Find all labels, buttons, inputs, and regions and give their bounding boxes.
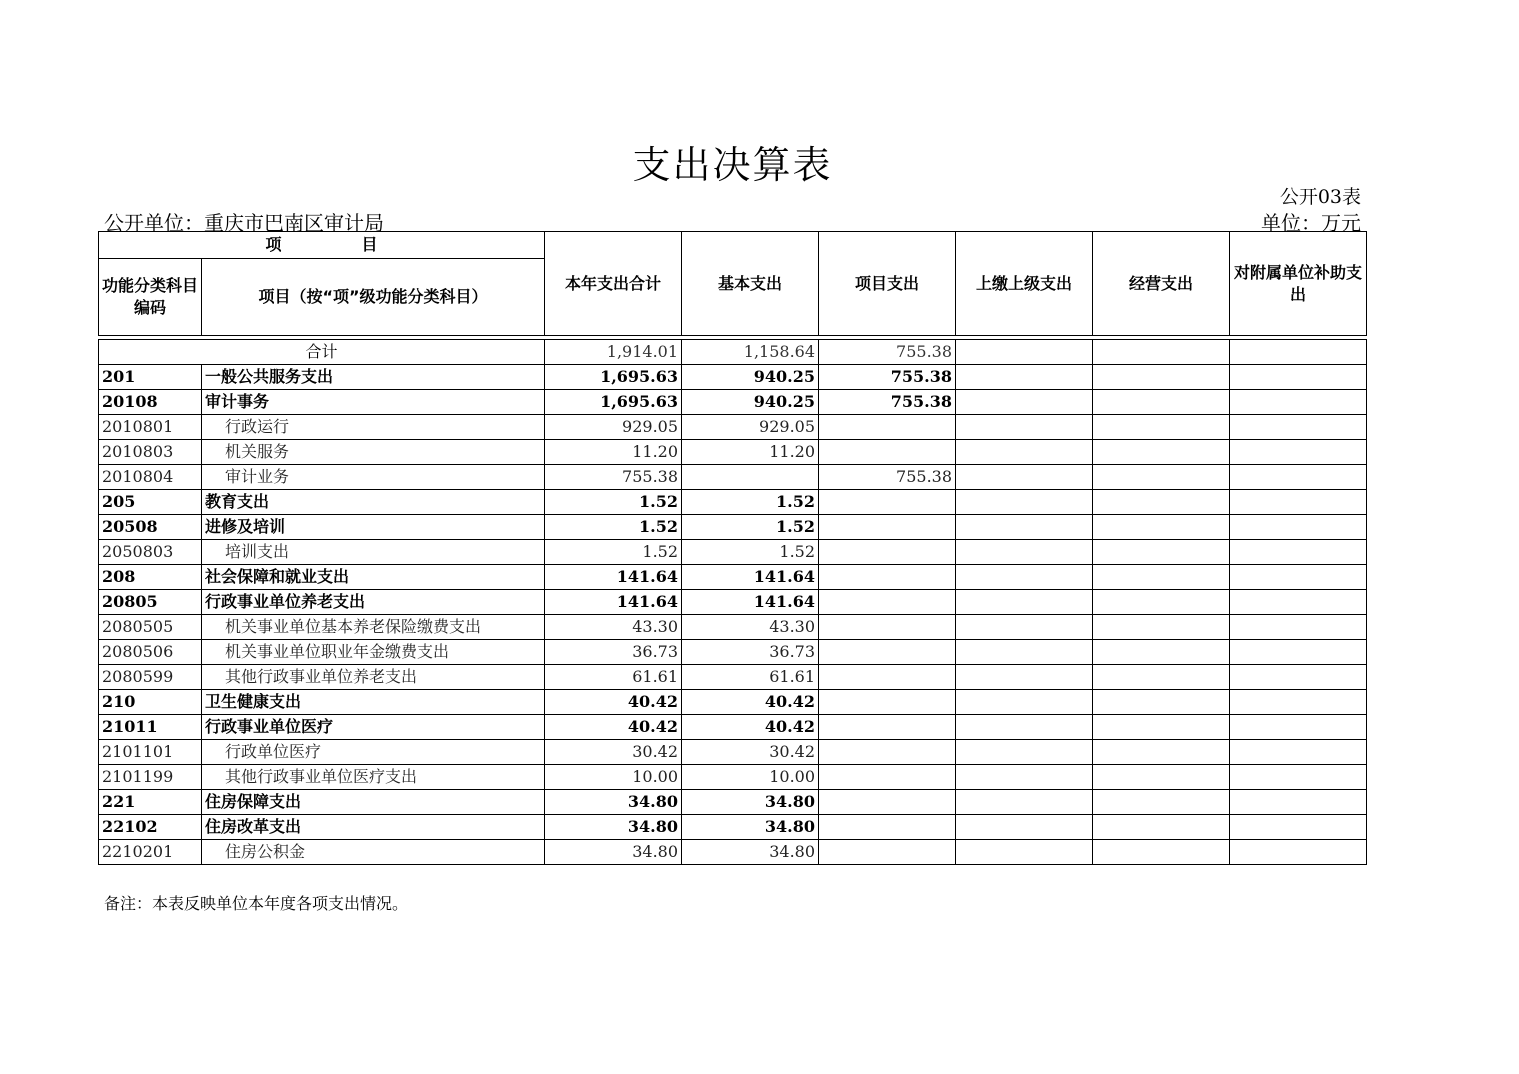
expenditure-table	[98, 231, 1367, 865]
row-basic: 34.80	[682, 790, 819, 815]
row-upper	[956, 715, 1093, 740]
row-upper	[956, 490, 1093, 515]
header-business: 经营支出	[1093, 232, 1230, 336]
row-upper	[956, 690, 1093, 715]
row-project	[819, 765, 956, 790]
header-total: 本年支出合计	[545, 232, 682, 336]
row-name-text: 审计业务	[225, 467, 290, 486]
row-basic: 141.64	[682, 565, 819, 590]
row-total: 40.42	[545, 715, 682, 740]
row-code: 201	[99, 365, 202, 390]
row-name	[202, 390, 545, 415]
row-name-text: 行政事业单位养老支出	[205, 592, 366, 611]
row-business	[1093, 740, 1230, 765]
row-business	[1093, 715, 1230, 740]
row-code: 2101101	[99, 740, 202, 765]
row-project	[819, 690, 956, 715]
row-code: 2080505	[99, 615, 202, 640]
row-subsidy	[1230, 790, 1367, 815]
row-upper	[956, 440, 1093, 465]
row-name-text: 培训支出	[225, 542, 290, 561]
row-name	[202, 565, 545, 590]
form-number: 公开03表	[1279, 186, 1361, 208]
header-basic: 基本支出	[682, 232, 819, 336]
row-name-text: 进修及培训	[205, 517, 286, 536]
row-name-text: 机关事业单位职业年金缴费支出	[225, 642, 450, 661]
row-business	[1093, 565, 1230, 590]
page-title: 支出决算表	[632, 143, 833, 187]
row-upper	[956, 815, 1093, 840]
row-subsidy	[1230, 640, 1367, 665]
row-subsidy	[1230, 665, 1367, 690]
row-name	[202, 665, 545, 690]
row-subsidy	[1230, 540, 1367, 565]
row-total: 43.30	[545, 615, 682, 640]
total-business	[1093, 340, 1230, 365]
table-row	[99, 640, 1367, 665]
row-code: 2050803	[99, 540, 202, 565]
row-total: 61.61	[545, 665, 682, 690]
row-project	[819, 540, 956, 565]
row-subsidy	[1230, 615, 1367, 640]
row-basic: 34.80	[682, 840, 819, 865]
money-unit-label: 单位：万元	[1261, 211, 1361, 235]
total-subsidy	[1230, 340, 1367, 365]
row-project	[819, 790, 956, 815]
row-name	[202, 690, 545, 715]
header-item-group: 项 目	[99, 232, 545, 259]
row-basic: 61.61	[682, 665, 819, 690]
table-row	[99, 790, 1367, 815]
header-subsidy: 对附属单位补助支出	[1230, 232, 1367, 336]
table-row	[99, 365, 1367, 390]
row-total: 1,695.63	[545, 365, 682, 390]
row-name	[202, 415, 545, 440]
row-name	[202, 540, 545, 565]
row-name-text: 机关服务	[225, 442, 290, 461]
table-row	[99, 765, 1367, 790]
row-total: 929.05	[545, 415, 682, 440]
row-code: 208	[99, 565, 202, 590]
row-upper	[956, 840, 1093, 865]
row-code: 2010801	[99, 415, 202, 440]
row-subsidy	[1230, 840, 1367, 865]
header-project: 项目支出	[819, 232, 956, 336]
row-basic: 10.00	[682, 765, 819, 790]
row-code: 210	[99, 690, 202, 715]
row-business	[1093, 415, 1230, 440]
row-code: 2080599	[99, 665, 202, 690]
row-business	[1093, 365, 1230, 390]
row-project	[819, 415, 956, 440]
row-project: 755.38	[819, 390, 956, 415]
total-basic: 1,158.64	[682, 340, 819, 365]
row-business	[1093, 390, 1230, 415]
row-name-text: 其他行政事业单位医疗支出	[225, 767, 418, 786]
row-basic: 11.20	[682, 440, 819, 465]
row-name-text: 其他行政事业单位养老支出	[225, 667, 418, 686]
table-row	[99, 515, 1367, 540]
row-total: 34.80	[545, 840, 682, 865]
row-name	[202, 715, 545, 740]
row-code: 221	[99, 790, 202, 815]
row-name	[202, 790, 545, 815]
table-row	[99, 740, 1367, 765]
row-project	[819, 440, 956, 465]
row-project	[819, 665, 956, 690]
row-basic: 30.42	[682, 740, 819, 765]
row-name-text: 审计事务	[205, 392, 270, 411]
row-business	[1093, 815, 1230, 840]
row-project	[819, 590, 956, 615]
row-name-text: 行政事业单位医疗	[205, 717, 334, 736]
row-name	[202, 740, 545, 765]
row-subsidy	[1230, 440, 1367, 465]
row-name	[202, 815, 545, 840]
row-subsidy	[1230, 415, 1367, 440]
row-project	[819, 515, 956, 540]
row-total: 1.52	[545, 515, 682, 540]
row-basic: 940.25	[682, 365, 819, 390]
header-upper: 上缴上级支出	[956, 232, 1093, 336]
row-basic: 1.52	[682, 490, 819, 515]
row-basic: 1.52	[682, 540, 819, 565]
row-upper	[956, 365, 1093, 390]
row-total: 755.38	[545, 465, 682, 490]
row-code: 22102	[99, 815, 202, 840]
row-name	[202, 515, 545, 540]
row-basic: 1.52	[682, 515, 819, 540]
row-basic: 141.64	[682, 590, 819, 615]
row-upper	[956, 765, 1093, 790]
header-code: 功能分类科目编码	[99, 259, 202, 336]
row-total: 10.00	[545, 765, 682, 790]
row-project	[819, 490, 956, 515]
row-name-text: 行政运行	[225, 417, 290, 436]
row-total: 30.42	[545, 740, 682, 765]
row-code: 2210201	[99, 840, 202, 865]
row-business	[1093, 640, 1230, 665]
row-business	[1093, 490, 1230, 515]
row-basic: 40.42	[682, 715, 819, 740]
row-business	[1093, 440, 1230, 465]
row-subsidy	[1230, 565, 1367, 590]
row-code: 2010803	[99, 440, 202, 465]
table-row	[99, 565, 1367, 590]
header-name: 项目（按“项”级功能分类科目）	[202, 259, 545, 336]
row-upper	[956, 465, 1093, 490]
row-upper	[956, 415, 1093, 440]
row-name-text: 卫生健康支出	[205, 692, 302, 711]
row-name-text: 行政单位医疗	[225, 742, 322, 761]
row-code: 20108	[99, 390, 202, 415]
row-total: 40.42	[545, 690, 682, 715]
row-business	[1093, 540, 1230, 565]
row-name	[202, 615, 545, 640]
row-basic: 940.25	[682, 390, 819, 415]
row-project	[819, 565, 956, 590]
table-row	[99, 815, 1367, 840]
row-upper	[956, 565, 1093, 590]
row-subsidy	[1230, 490, 1367, 515]
row-basic: 40.42	[682, 690, 819, 715]
row-name-text: 机关事业单位基本养老保险缴费支出	[225, 617, 482, 636]
table-row	[99, 840, 1367, 865]
row-subsidy	[1230, 515, 1367, 540]
row-name	[202, 465, 545, 490]
row-code: 20508	[99, 515, 202, 540]
row-name-text: 教育支出	[205, 492, 270, 511]
row-total: 11.20	[545, 440, 682, 465]
row-name-text: 社会保障和就业支出	[205, 567, 350, 586]
table-row	[99, 690, 1367, 715]
row-name-text: 住房改革支出	[205, 817, 302, 836]
row-total: 141.64	[545, 565, 682, 590]
row-project	[819, 615, 956, 640]
footnote: 备注：本表反映单位本年度各项支出情况。	[104, 894, 409, 913]
row-name	[202, 440, 545, 465]
row-name	[202, 840, 545, 865]
row-basic: 43.30	[682, 615, 819, 640]
row-subsidy	[1230, 715, 1367, 740]
total-project: 755.38	[819, 340, 956, 365]
row-code: 205	[99, 490, 202, 515]
row-basic: 36.73	[682, 640, 819, 665]
row-total: 141.64	[545, 590, 682, 615]
row-subsidy	[1230, 690, 1367, 715]
row-code: 2080506	[99, 640, 202, 665]
row-subsidy	[1230, 740, 1367, 765]
table-row	[99, 490, 1367, 515]
row-basic	[682, 465, 819, 490]
row-subsidy	[1230, 590, 1367, 615]
row-business	[1093, 465, 1230, 490]
table-row	[99, 465, 1367, 490]
row-business	[1093, 840, 1230, 865]
row-upper	[956, 640, 1093, 665]
org-label: 公开单位：重庆市巴南区审计局	[104, 211, 384, 235]
row-basic: 34.80	[682, 815, 819, 840]
table-row	[99, 715, 1367, 740]
row-name	[202, 765, 545, 790]
row-project: 755.38	[819, 465, 956, 490]
row-business	[1093, 665, 1230, 690]
total-label: 合计	[99, 340, 545, 365]
row-total: 36.73	[545, 640, 682, 665]
row-project	[819, 740, 956, 765]
row-business	[1093, 765, 1230, 790]
row-code: 21011	[99, 715, 202, 740]
row-project	[819, 640, 956, 665]
row-subsidy	[1230, 365, 1367, 390]
row-subsidy	[1230, 465, 1367, 490]
row-code: 2010804	[99, 465, 202, 490]
row-name-text: 住房公积金	[225, 842, 306, 861]
row-upper	[956, 790, 1093, 815]
row-code: 20805	[99, 590, 202, 615]
row-subsidy	[1230, 815, 1367, 840]
table-row	[99, 440, 1367, 465]
row-project: 755.38	[819, 365, 956, 390]
total-upper	[956, 340, 1093, 365]
row-upper	[956, 590, 1093, 615]
row-total: 1,695.63	[545, 390, 682, 415]
row-business	[1093, 690, 1230, 715]
table-row	[99, 615, 1367, 640]
row-name	[202, 490, 545, 515]
row-upper	[956, 390, 1093, 415]
row-business	[1093, 615, 1230, 640]
table-row	[99, 390, 1367, 415]
row-total: 1.52	[545, 540, 682, 565]
row-name	[202, 590, 545, 615]
row-name	[202, 365, 545, 390]
row-total: 1.52	[545, 490, 682, 515]
total-sum: 1,914.01	[545, 340, 682, 365]
row-subsidy	[1230, 765, 1367, 790]
total-row	[99, 340, 1367, 365]
row-name-text: 一般公共服务支出	[205, 367, 334, 386]
row-subsidy	[1230, 390, 1367, 415]
row-project	[819, 715, 956, 740]
row-name-text: 住房保障支出	[205, 792, 302, 811]
row-upper	[956, 615, 1093, 640]
table-row	[99, 540, 1367, 565]
row-project	[819, 815, 956, 840]
row-basic: 929.05	[682, 415, 819, 440]
row-business	[1093, 515, 1230, 540]
row-upper	[956, 540, 1093, 565]
row-upper	[956, 740, 1093, 765]
row-total: 34.80	[545, 815, 682, 840]
row-project	[819, 840, 956, 865]
table-row	[99, 665, 1367, 690]
row-total: 34.80	[545, 790, 682, 815]
row-upper	[956, 665, 1093, 690]
table-row	[99, 415, 1367, 440]
table-row	[99, 590, 1367, 615]
row-name	[202, 640, 545, 665]
row-code: 2101199	[99, 765, 202, 790]
row-business	[1093, 590, 1230, 615]
row-upper	[956, 515, 1093, 540]
row-business	[1093, 790, 1230, 815]
